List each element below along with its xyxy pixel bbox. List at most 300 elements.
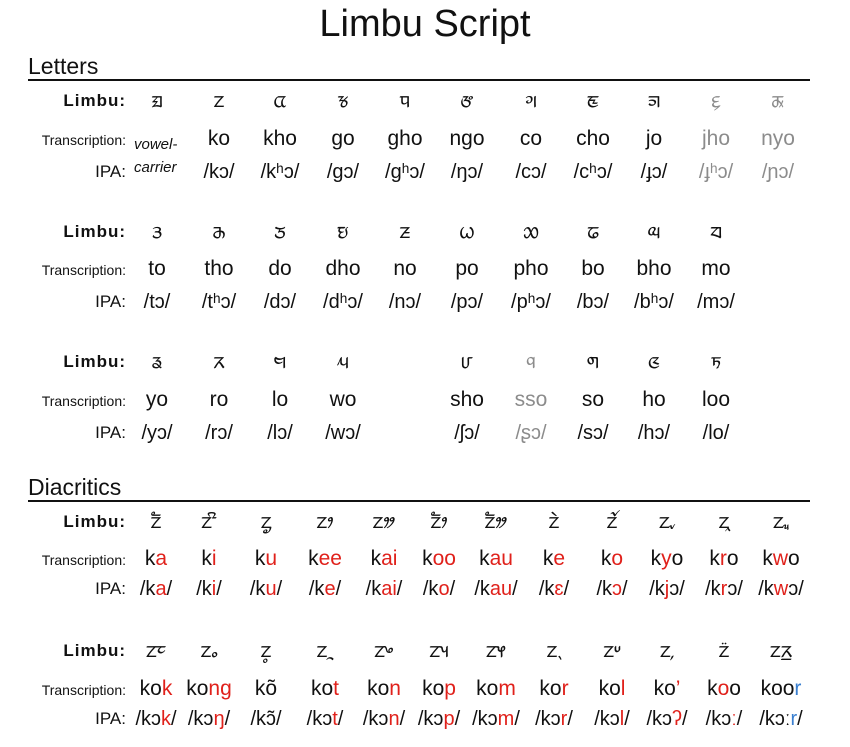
limbu-letter: ᤗ <box>273 348 287 374</box>
transcription-cell-segment: t <box>333 677 340 700</box>
limbu-letter: ᤍ <box>274 218 286 244</box>
limbu-letter: ᤛ <box>586 348 600 374</box>
ipa-cell: /bɔ/ <box>576 291 610 313</box>
transcription-cell <box>408 677 470 701</box>
transcription-cell-segment: p <box>444 677 456 700</box>
transcription-cell: sso <box>514 388 548 411</box>
ipa-cell-segment: / <box>171 708 177 730</box>
ipa-cell-segment: /kɔ <box>472 708 498 730</box>
transcription-cell <box>465 547 527 571</box>
transcription-label: Transcription: <box>41 393 126 409</box>
limbu-diacritic: ᤁᤡ <box>201 508 217 534</box>
ipa-cell-segment: /kɔ <box>187 708 214 730</box>
ipa-label: IPA: <box>95 709 126 728</box>
ipa-cell-segment: /k <box>758 578 774 600</box>
ipa-cell: /gʰɔ/ <box>385 161 425 183</box>
ipa-cell-segment: t <box>332 708 338 730</box>
ipa-cell-segment: ɔ/ <box>727 578 743 600</box>
transcription-cell <box>408 547 470 571</box>
ipa-cell: /lɔ/ <box>267 422 293 444</box>
limbu-diacritic: ᤁᤷ <box>546 637 562 663</box>
limbu-diacritic: ᤁᤫ <box>772 508 790 534</box>
transcription-cell-segment: k <box>370 547 382 570</box>
transcription-cell-segment: k <box>479 547 490 570</box>
limbu-letter: ᤏ <box>399 218 411 244</box>
ipa-cell <box>465 578 527 601</box>
ipa-cell: /nɔ/ <box>388 291 422 313</box>
ipa-cell-segment: /k <box>196 578 212 600</box>
transcription-cell <box>750 677 812 701</box>
transcription-label: Transcription: <box>41 682 126 698</box>
ipa-cell: /mɔ/ <box>697 291 735 313</box>
ipa-cell-segment: /k <box>422 578 439 600</box>
transcription-cell-segment: ’ <box>675 677 681 700</box>
transcription-cell <box>523 547 585 571</box>
letters-heading: Letters <box>28 53 99 79</box>
letters-rule <box>28 79 810 81</box>
ipa-cell: /ŋɔ/ <box>450 161 484 183</box>
ipa-cell-segment: /k <box>474 578 490 600</box>
ipa-cell: /rɔ/ <box>205 422 233 444</box>
limbu-label: Limbu: <box>63 91 126 110</box>
transcription-cell: bho <box>636 257 672 280</box>
ipa-cell-segment: ɔ/ <box>669 578 685 600</box>
ipa-cell: /cʰɔ/ <box>573 161 613 183</box>
limbu-label: Limbu: <box>63 641 126 660</box>
ipa-cell <box>523 578 585 601</box>
ipa-cell-segment: ː <box>731 708 737 730</box>
ipa-cell-segment: /k <box>705 578 721 600</box>
limbu-letter: ᤄ <box>399 87 411 113</box>
transcription-cell-segment: ko <box>367 677 390 700</box>
ipa-cell-segment: p <box>443 708 455 730</box>
transcription-cell-segment: oo <box>432 547 456 570</box>
ipa-cell-segment: / <box>335 578 342 600</box>
transcription-cell: dho <box>325 257 361 280</box>
transcription-cell-segment: o <box>671 547 684 570</box>
ipa-cell <box>408 708 470 731</box>
ipa-cell <box>178 708 240 731</box>
ipa-cell-segment: / <box>337 708 344 730</box>
limbu-diacritic: ᤁᤖ᤻ <box>769 637 793 663</box>
ipa-cell: /dʰɔ/ <box>323 291 363 313</box>
ipa-cell-segment: / <box>624 708 630 730</box>
ipa-cell-segment: /k <box>139 578 156 600</box>
limbu-letter: ᤋ <box>151 218 163 244</box>
limbu-letter: ᤎ <box>337 218 349 244</box>
transcription-cell <box>636 677 698 701</box>
limbu-diacritic: ᤁᤱ <box>200 637 218 663</box>
transcription-cell-segment: ai <box>381 547 398 570</box>
transcription-cell-segment: k <box>650 547 662 570</box>
diacritics-heading: Diacritics <box>28 474 122 500</box>
ipa-cell <box>581 708 643 731</box>
transcription-cell-segment: ko <box>476 677 499 700</box>
ipa-cell: /cɔ/ <box>515 161 547 183</box>
limbu-diacritic: ᤁᤰ <box>145 637 167 663</box>
ipa-cell-segment: / <box>682 708 688 730</box>
ipa-cell <box>178 578 240 601</box>
transcription-cell-segment: k <box>707 677 718 700</box>
transcription-cell: kho <box>263 127 297 150</box>
limbu-diacritic: ᤁᤤ <box>372 508 396 534</box>
ipa-cell-segment: /kɔ <box>705 708 732 730</box>
limbu-diacritic: ᤁᤪ <box>718 508 730 534</box>
limbu-letter: ᤝ <box>710 348 722 374</box>
transcription-cell <box>353 547 415 571</box>
ipa-cell-segment: / <box>216 578 222 600</box>
ipa-cell <box>636 708 698 731</box>
transcription-cell: no <box>393 257 417 280</box>
ipa-cell-segment: /k <box>365 578 382 600</box>
ipa-cell-segment: /k <box>249 578 266 600</box>
ipa-cell: /bʰɔ/ <box>634 291 674 313</box>
ipa-cell-segment: / <box>567 708 573 730</box>
transcription-cell-segment: k <box>161 677 173 700</box>
transcription-cell: go <box>331 127 355 150</box>
transcription-cell: loo <box>701 388 731 411</box>
transcription-cell: yo <box>145 388 169 411</box>
transcription-label: Transcription: <box>41 132 126 148</box>
transcription-cell <box>581 677 643 701</box>
limbu-diacritic: ᤁᤧ <box>548 508 560 534</box>
ipa-cell <box>235 708 297 731</box>
ipa-cell-segment: /kɔ <box>362 708 389 730</box>
transcription-cell-segment: a <box>155 547 168 570</box>
ipa-cell: /ɟɔ/ <box>640 161 668 183</box>
transcription-cell: ko <box>207 127 231 150</box>
transcription-cell-segment: ko <box>422 677 445 700</box>
limbu-diacritic: ᤁᤳ <box>316 637 334 663</box>
limbu-diacritic: ᤁᤵ <box>429 637 449 663</box>
ipa-cell-segment: / <box>276 578 283 600</box>
limbu-letter: ᤕ <box>151 348 163 374</box>
ipa-label: IPA: <box>95 292 126 311</box>
ipa-cell-segment: e <box>324 578 336 600</box>
ipa-cell-segment: o <box>438 578 450 600</box>
limbu-letter: ᤀ <box>151 87 163 113</box>
transcription-cell-segment: ng <box>208 677 232 700</box>
transcription-cell-segment: y <box>661 547 672 570</box>
limbu-diacritic: ᤁᤢ <box>260 508 272 534</box>
ipa-cell: /dɔ/ <box>263 291 297 313</box>
limbu-diacritic: ᤁ᤺ <box>718 637 730 663</box>
ipa-cell <box>750 708 812 731</box>
transcription-cell: sho <box>450 388 484 411</box>
limbu-letter: ᤐ <box>459 218 475 244</box>
limbu-diacritic: ᤁᤸ <box>603 637 621 663</box>
transcription-cell-segment: ee <box>318 547 342 570</box>
transcription-cell-segment: o <box>726 547 739 570</box>
ipa-cell: /kɔ/ <box>203 161 235 183</box>
transcription-cell-segment: o <box>729 677 741 700</box>
transcription-cell <box>294 677 356 701</box>
limbu-diacritic: ᤁᤥ <box>430 508 448 534</box>
ipa-cell-segment: ai <box>381 578 397 600</box>
ipa-cell: /kʰɔ/ <box>260 161 300 183</box>
limbu-label: Limbu: <box>63 352 126 371</box>
ipa-cell <box>465 708 527 731</box>
ipa-cell-segment: /kɔ <box>135 708 161 730</box>
transcription-cell-segment: ko <box>186 677 209 700</box>
ipa-cell <box>294 708 356 731</box>
transcription-cell-segment: k <box>254 547 266 570</box>
ipa-cell-segment: ŋ <box>213 708 225 730</box>
transcription-cell: so <box>581 388 605 411</box>
ipa-cell <box>693 708 755 731</box>
ipa-cell-segment: /kɔ <box>417 708 444 730</box>
limbu-letter: ᤉ <box>711 87 721 113</box>
transcription-cell: pho <box>513 257 549 280</box>
transcription-cell-segment: o <box>787 547 800 570</box>
ipa-cell-segment: u <box>265 578 277 600</box>
ipa-cell-segment: j <box>664 578 670 600</box>
transcription-cell-segment: k <box>600 547 612 570</box>
transcription-cell-segment: k <box>308 547 319 570</box>
limbu-letter: ᤆ <box>525 87 537 113</box>
ipa-label: IPA: <box>95 162 126 181</box>
diacritics-rule <box>28 500 810 502</box>
transcription-cell <box>465 677 527 701</box>
transcription-cell: wo <box>329 388 357 411</box>
ipa-cell-segment: r <box>720 578 728 600</box>
transcription-cell: to <box>148 257 166 280</box>
ipa-cell-segment: /k <box>308 578 325 600</box>
transcription-cell-segment: m <box>498 677 516 700</box>
transcription-cell-segment: o <box>611 547 624 570</box>
limbu-letter: ᤚ <box>526 348 536 374</box>
transcription-cell <box>523 677 585 701</box>
ipa-cell-segment: / <box>166 578 173 600</box>
transcription-cell-segment: ko <box>539 677 562 700</box>
transcription-cell-segment: kõ <box>254 677 278 700</box>
limbu-letter: ᤅ <box>460 87 474 113</box>
ipa-cell-segment: /k <box>596 578 612 600</box>
transcription-cell <box>235 677 297 701</box>
ipa-cell-segment: / <box>454 708 461 730</box>
ipa-cell <box>581 578 643 601</box>
transcription-cell: tho <box>204 257 234 280</box>
limbu-letter: ᤊ <box>771 87 785 113</box>
transcription-cell-segment: r <box>561 677 569 700</box>
ipa-cell-segment: w <box>773 578 789 600</box>
ipa-cell-segment: /kɔ̃/ <box>250 708 282 730</box>
page-title: Limbu Script <box>319 3 531 45</box>
ipa-cell-segment: / <box>736 708 743 730</box>
transcription-cell-segment: au <box>489 547 513 570</box>
transcription-cell: po <box>455 257 479 280</box>
transcription-cell <box>636 547 698 571</box>
ipa-cell <box>693 578 755 601</box>
ipa-cell-segment: /kɔ <box>535 708 561 730</box>
transcription-cell <box>353 677 415 701</box>
ipa-cell-segment: ɛ <box>554 578 564 600</box>
vowel-carrier-line2: carrier <box>134 159 177 176</box>
ipa-cell-segment: ʔ <box>672 708 682 730</box>
ipa-cell <box>636 578 698 601</box>
transcription-cell-segment: ko <box>310 677 334 700</box>
transcription-cell-segment: k <box>709 547 720 570</box>
ipa-cell-segment: r <box>560 708 568 730</box>
transcription-cell: co <box>519 127 543 150</box>
limbu-letter: ᤈ <box>647 87 661 113</box>
limbu-letter: ᤑ <box>523 218 539 244</box>
transcription-cell: gho <box>387 127 423 150</box>
transcription-cell <box>294 547 356 571</box>
ipa-cell-segment: /kɔ <box>646 708 672 730</box>
transcription-cell-segment: k <box>422 547 433 570</box>
ipa-label: IPA: <box>95 579 126 598</box>
transcription-cell <box>693 547 755 571</box>
ipa-label: IPA: <box>95 423 126 442</box>
transcription-cell <box>750 547 812 571</box>
ipa-cell <box>353 578 415 601</box>
ipa-cell: /ʃɔ/ <box>454 422 480 444</box>
transcription-cell-segment: k <box>144 547 156 570</box>
ipa-cell-segment: i <box>211 578 217 600</box>
transcription-cell <box>178 677 240 701</box>
transcription-cell: do <box>268 257 292 280</box>
transcription-cell-segment: u <box>265 547 278 570</box>
limbu-letter: ᤘ <box>337 348 349 374</box>
transcription-cell: mo <box>701 257 731 280</box>
limbu-diacritic: ᤁᤶ <box>485 637 507 663</box>
limbu-label: Limbu: <box>63 512 126 531</box>
transcription-cell: jo <box>645 127 663 150</box>
transcription-cell: jho <box>701 127 731 150</box>
limbu-letter: ᤙ <box>461 348 473 374</box>
transcription-label: Transcription: <box>41 552 126 568</box>
limbu-diacritic: ᤁᤦ <box>484 508 508 534</box>
transcription-cell: ngo <box>449 127 485 150</box>
transcription-cell <box>178 547 240 571</box>
transcription-cell: bo <box>581 257 605 280</box>
transcription-cell: lo <box>271 388 289 411</box>
transcription-cell-segment: ko <box>139 677 162 700</box>
transcription-cell-segment: r <box>719 547 727 570</box>
limbu-letter: ᤃ <box>337 87 349 113</box>
ipa-cell: /lo/ <box>702 422 730 444</box>
transcription-cell-segment: l <box>620 677 626 700</box>
limbu-letter: ᤂ <box>273 87 287 113</box>
ipa-cell-segment: / <box>399 708 406 730</box>
transcription-cell: ro <box>209 388 229 411</box>
limbu-diacritic: ᤁᤩ <box>658 508 676 534</box>
ipa-cell <box>294 578 356 601</box>
ipa-cell-segment: a <box>155 578 167 600</box>
ipa-cell <box>353 708 415 731</box>
limbu-letter: ᤜ <box>648 348 660 374</box>
ipa-cell-segment: k <box>161 708 171 730</box>
limbu-diacritic: ᤁᤣ <box>316 508 334 534</box>
ipa-cell-segment: / <box>224 708 231 730</box>
limbu-diacritic: ᤁᤨ <box>606 508 618 534</box>
ipa-cell-segment: l <box>619 708 625 730</box>
ipa-cell: /sɔ/ <box>577 422 609 444</box>
ipa-cell-segment: / <box>622 578 628 600</box>
ipa-cell: /pʰɔ/ <box>511 291 551 313</box>
transcription-cell-segment: w <box>772 547 788 570</box>
ipa-cell <box>408 578 470 601</box>
transcription-cell <box>581 547 643 571</box>
ipa-cell <box>750 578 812 601</box>
transcription-cell-segment: koo <box>760 677 795 700</box>
transcription-cell-segment: n <box>389 677 401 700</box>
limbu-diacritic: ᤁᤠ <box>150 508 162 534</box>
transcription-cell: nyo <box>761 127 795 150</box>
transcription-cell-segment: ko <box>653 677 676 700</box>
transcription-cell: ho <box>642 388 666 411</box>
ipa-cell-segment: /kɔ <box>594 708 620 730</box>
transcription-cell-segment: k <box>762 547 773 570</box>
ipa-cell <box>235 578 297 601</box>
ipa-cell: /tʰɔ/ <box>201 291 237 313</box>
ipa-cell-segment: /k <box>538 578 555 600</box>
ipa-cell: /tɔ/ <box>143 291 171 313</box>
transcription-cell-segment: ko <box>598 677 621 700</box>
limbu-letter: ᤇ <box>586 87 600 113</box>
ipa-cell-segment: au <box>489 578 513 600</box>
ipa-cell: /hɔ/ <box>637 422 671 444</box>
ipa-cell-segment: / <box>449 578 456 600</box>
vowel-carrier-line1: vowel- <box>134 136 178 153</box>
ipa-cell-segment: /k <box>649 578 665 600</box>
limbu-letter: ᤔ <box>709 218 723 244</box>
vowel-carrier-note <box>134 133 177 179</box>
transcription-cell-segment: k <box>542 547 554 570</box>
transcription-cell-segment: i <box>211 547 217 570</box>
ipa-cell-segment: / <box>514 708 520 730</box>
transcription-cell-segment: r <box>794 677 802 700</box>
ipa-cell-segment: /kɔː <box>759 708 791 730</box>
ipa-cell: /ʂɔ/ <box>515 422 547 444</box>
limbu-diacritic: ᤁ᤹ <box>659 637 675 663</box>
transcription-cell: cho <box>576 127 610 150</box>
transcription-cell-segment: e <box>553 547 566 570</box>
transcription-cell-segment: o <box>717 677 730 700</box>
ipa-cell-segment: ɔ <box>612 578 622 600</box>
ipa-cell-segment: /kɔ <box>306 708 333 730</box>
limbu-diacritic: ᤁᤲ <box>260 637 272 663</box>
ipa-cell: /ɟʰɔ/ <box>698 161 734 183</box>
ipa-cell-segment: / <box>563 578 570 600</box>
transcription-label: Transcription: <box>41 262 126 278</box>
transcription-cell <box>693 677 755 701</box>
ipa-cell-segment: n <box>388 708 400 730</box>
ipa-cell: /pɔ/ <box>450 291 484 313</box>
limbu-letter: ᤌ <box>212 218 226 244</box>
ipa-cell-segment: / <box>797 708 803 730</box>
limbu-diacritic: ᤁᤴ <box>374 637 394 663</box>
ipa-cell-segment: r <box>790 708 798 730</box>
limbu-letter: ᤖ <box>213 348 225 374</box>
ipa-cell-segment: ɔ/ <box>788 578 804 600</box>
ipa-cell-segment: / <box>512 578 518 600</box>
limbu-letter: ᤓ <box>647 218 661 244</box>
ipa-cell: /wɔ/ <box>325 422 361 444</box>
ipa-cell-segment: m <box>497 708 515 730</box>
limbu-letter: ᤒ <box>586 218 600 244</box>
ipa-cell-segment: / <box>396 578 403 600</box>
ipa-cell: /gɔ/ <box>326 161 360 183</box>
ipa-cell <box>523 708 585 731</box>
ipa-cell: /ɲɔ/ <box>761 161 795 183</box>
limbu-label: Limbu: <box>63 222 126 241</box>
limbu-letter: ᤁ <box>213 87 225 113</box>
ipa-cell: /yɔ/ <box>141 422 173 444</box>
transcription-cell-segment: k <box>201 547 212 570</box>
transcription-cell <box>235 547 297 571</box>
